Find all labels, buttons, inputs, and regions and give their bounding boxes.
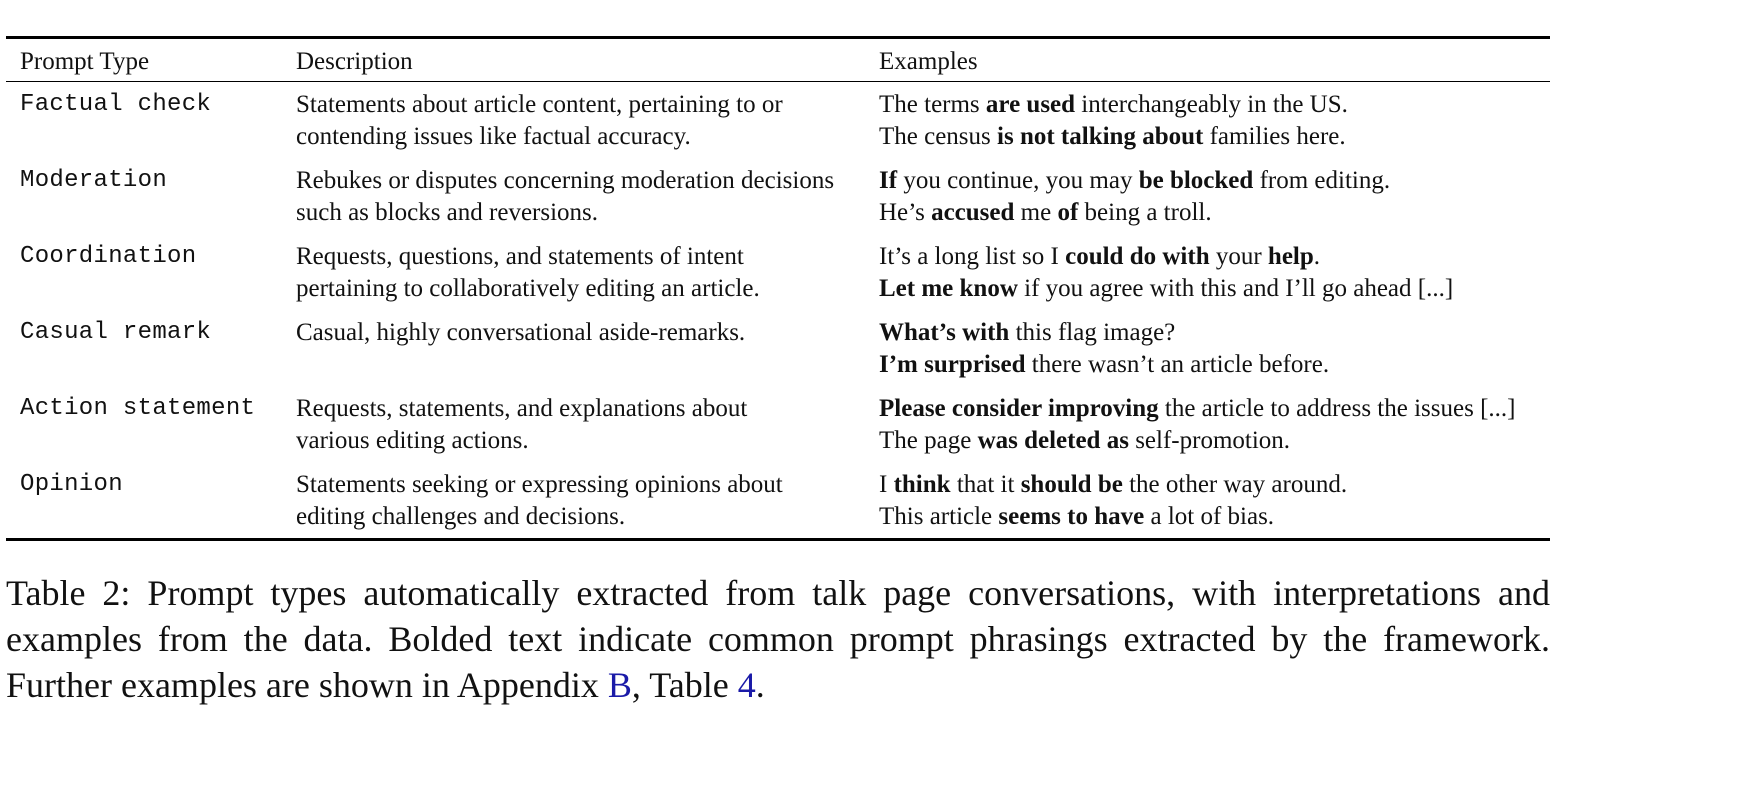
description-cell	[296, 241, 760, 305]
prompt-type-cell: Action statement	[20, 395, 256, 422]
prompt-type-cell: Opinion	[20, 471, 123, 498]
example-text: the article to address the issues [...]	[1158, 395, 1516, 422]
caption-text: , Table	[631, 665, 738, 705]
prompt-phrase: What’s with	[879, 319, 1010, 346]
description-cell	[296, 165, 834, 229]
example-text: a lot of bias.	[1144, 503, 1275, 530]
description-cell	[296, 89, 783, 153]
prompt-phrase: is not talking about	[997, 123, 1204, 150]
table-row	[6, 386, 1550, 462]
example-text: there wasn’t an article before.	[1025, 351, 1330, 378]
table-row	[6, 310, 1550, 386]
example-text: the other way around.	[1122, 471, 1348, 498]
prompt-phrase: think	[893, 471, 951, 498]
prompt-phrase: Let me know	[879, 275, 1018, 302]
example-text: I	[879, 471, 894, 498]
prompt-types-table	[6, 36, 1550, 541]
prompt-type-cell: Moderation	[20, 167, 168, 194]
example-line	[879, 273, 1453, 305]
example-line	[879, 121, 1348, 153]
description-line: Requests, statements, and explanations about	[296, 395, 748, 422]
prompt-phrase: of	[1057, 199, 1079, 226]
description-line: various editing actions.	[296, 427, 529, 454]
example-text: self-promotion.	[1128, 427, 1291, 454]
example-text: The page	[879, 427, 978, 454]
prompt-type-cell: Coordination	[20, 243, 197, 270]
example-line	[879, 165, 1390, 197]
caption-line-2: examples from the data. Bolded text indicate common prompt phrasings extracted by the framework.	[6, 619, 1550, 659]
example-line	[879, 501, 1347, 533]
example-line	[879, 469, 1347, 501]
example-text: He’s	[879, 199, 932, 226]
prompt-phrase: are used	[985, 91, 1076, 118]
example-text: This article	[879, 503, 999, 530]
prompt-phrase: If	[879, 167, 898, 194]
table-caption	[6, 570, 1550, 708]
examples-cell	[879, 89, 1348, 153]
example-text: that it	[950, 471, 1021, 498]
example-line	[879, 89, 1348, 121]
example-text: interchangeably in the US.	[1075, 91, 1348, 118]
header-description: Description	[296, 48, 413, 75]
description-line: Rebukes or disputes concerning moderation decisions	[296, 167, 835, 194]
table-header-row	[6, 39, 1550, 81]
description-cell	[296, 393, 747, 457]
description-line: pertaining to collaboratively editing an article.	[296, 275, 760, 302]
description-line: Statements about article content, pertaining to or	[296, 91, 783, 118]
table-bottom-rule	[6, 538, 1550, 541]
prompt-phrase: should be	[1020, 471, 1123, 498]
example-line	[879, 197, 1390, 229]
example-text: from editing.	[1253, 167, 1391, 194]
caption-line-3	[6, 662, 1550, 708]
prompt-phrase: help	[1267, 243, 1314, 270]
examples-cell	[879, 469, 1347, 533]
header-examples: Examples	[879, 48, 978, 75]
example-text: if you agree with this and I’ll go ahead [...]	[1017, 275, 1454, 302]
description-cell	[296, 469, 783, 533]
description-line: Casual, highly conversational aside-remarks.	[296, 319, 746, 346]
example-text: families here.	[1203, 123, 1346, 150]
example-line	[879, 241, 1453, 273]
prompt-phrase: seems to have	[998, 503, 1145, 530]
prompt-phrase: Please consider improving	[879, 395, 1159, 422]
table-link[interactable]: 4	[737, 665, 756, 705]
appendix-link[interactable]: B	[607, 665, 632, 705]
example-text: being a troll.	[1078, 199, 1212, 226]
prompt-type-cell: Factual check	[20, 91, 212, 118]
description-line: Statements seeking or expressing opinions about	[296, 471, 783, 498]
description-line: Requests, questions, and statements of intent	[296, 243, 744, 270]
header-prompt-type: Prompt Type	[20, 48, 150, 75]
examples-cell	[879, 165, 1390, 229]
table-row	[6, 82, 1550, 158]
example-text: me	[1014, 199, 1058, 226]
prompt-type-cell: Casual remark	[20, 319, 212, 346]
example-text: The terms	[879, 91, 986, 118]
prompt-phrase: accused	[931, 199, 1015, 226]
prompt-phrase: was deleted as	[977, 427, 1129, 454]
example-line	[879, 393, 1515, 425]
example-line	[879, 425, 1515, 457]
example-text: your	[1209, 243, 1268, 270]
caption-text: Further examples are shown in Appendix	[6, 665, 608, 705]
caption-text: .	[755, 665, 765, 705]
example-text: The census	[879, 123, 998, 150]
caption-line-1: Table 2: Prompt types automatically extracted from talk page conversations, with interpretations and	[6, 573, 1550, 613]
description-line: such as blocks and reversions.	[296, 199, 599, 226]
description-cell	[296, 317, 745, 349]
example-text: this flag image?	[1009, 319, 1176, 346]
prompt-phrase: be blocked	[1138, 167, 1254, 194]
examples-cell	[879, 393, 1515, 457]
example-text: .	[1313, 243, 1321, 270]
examples-cell	[879, 317, 1329, 381]
description-line: contending issues like factual accuracy.	[296, 123, 691, 150]
table-body	[6, 82, 1550, 538]
prompt-phrase: I’m surprised	[879, 351, 1026, 378]
prompt-phrase: could do with	[1065, 243, 1210, 270]
example-line	[879, 349, 1329, 381]
table-row	[6, 462, 1550, 538]
examples-cell	[879, 241, 1453, 305]
example-text: It’s a long list so I	[879, 243, 1066, 270]
example-text: you continue, you may	[897, 167, 1139, 194]
description-line: editing challenges and decisions.	[296, 503, 626, 530]
example-line	[879, 317, 1329, 349]
table-row	[6, 234, 1550, 310]
table-row	[6, 158, 1550, 234]
